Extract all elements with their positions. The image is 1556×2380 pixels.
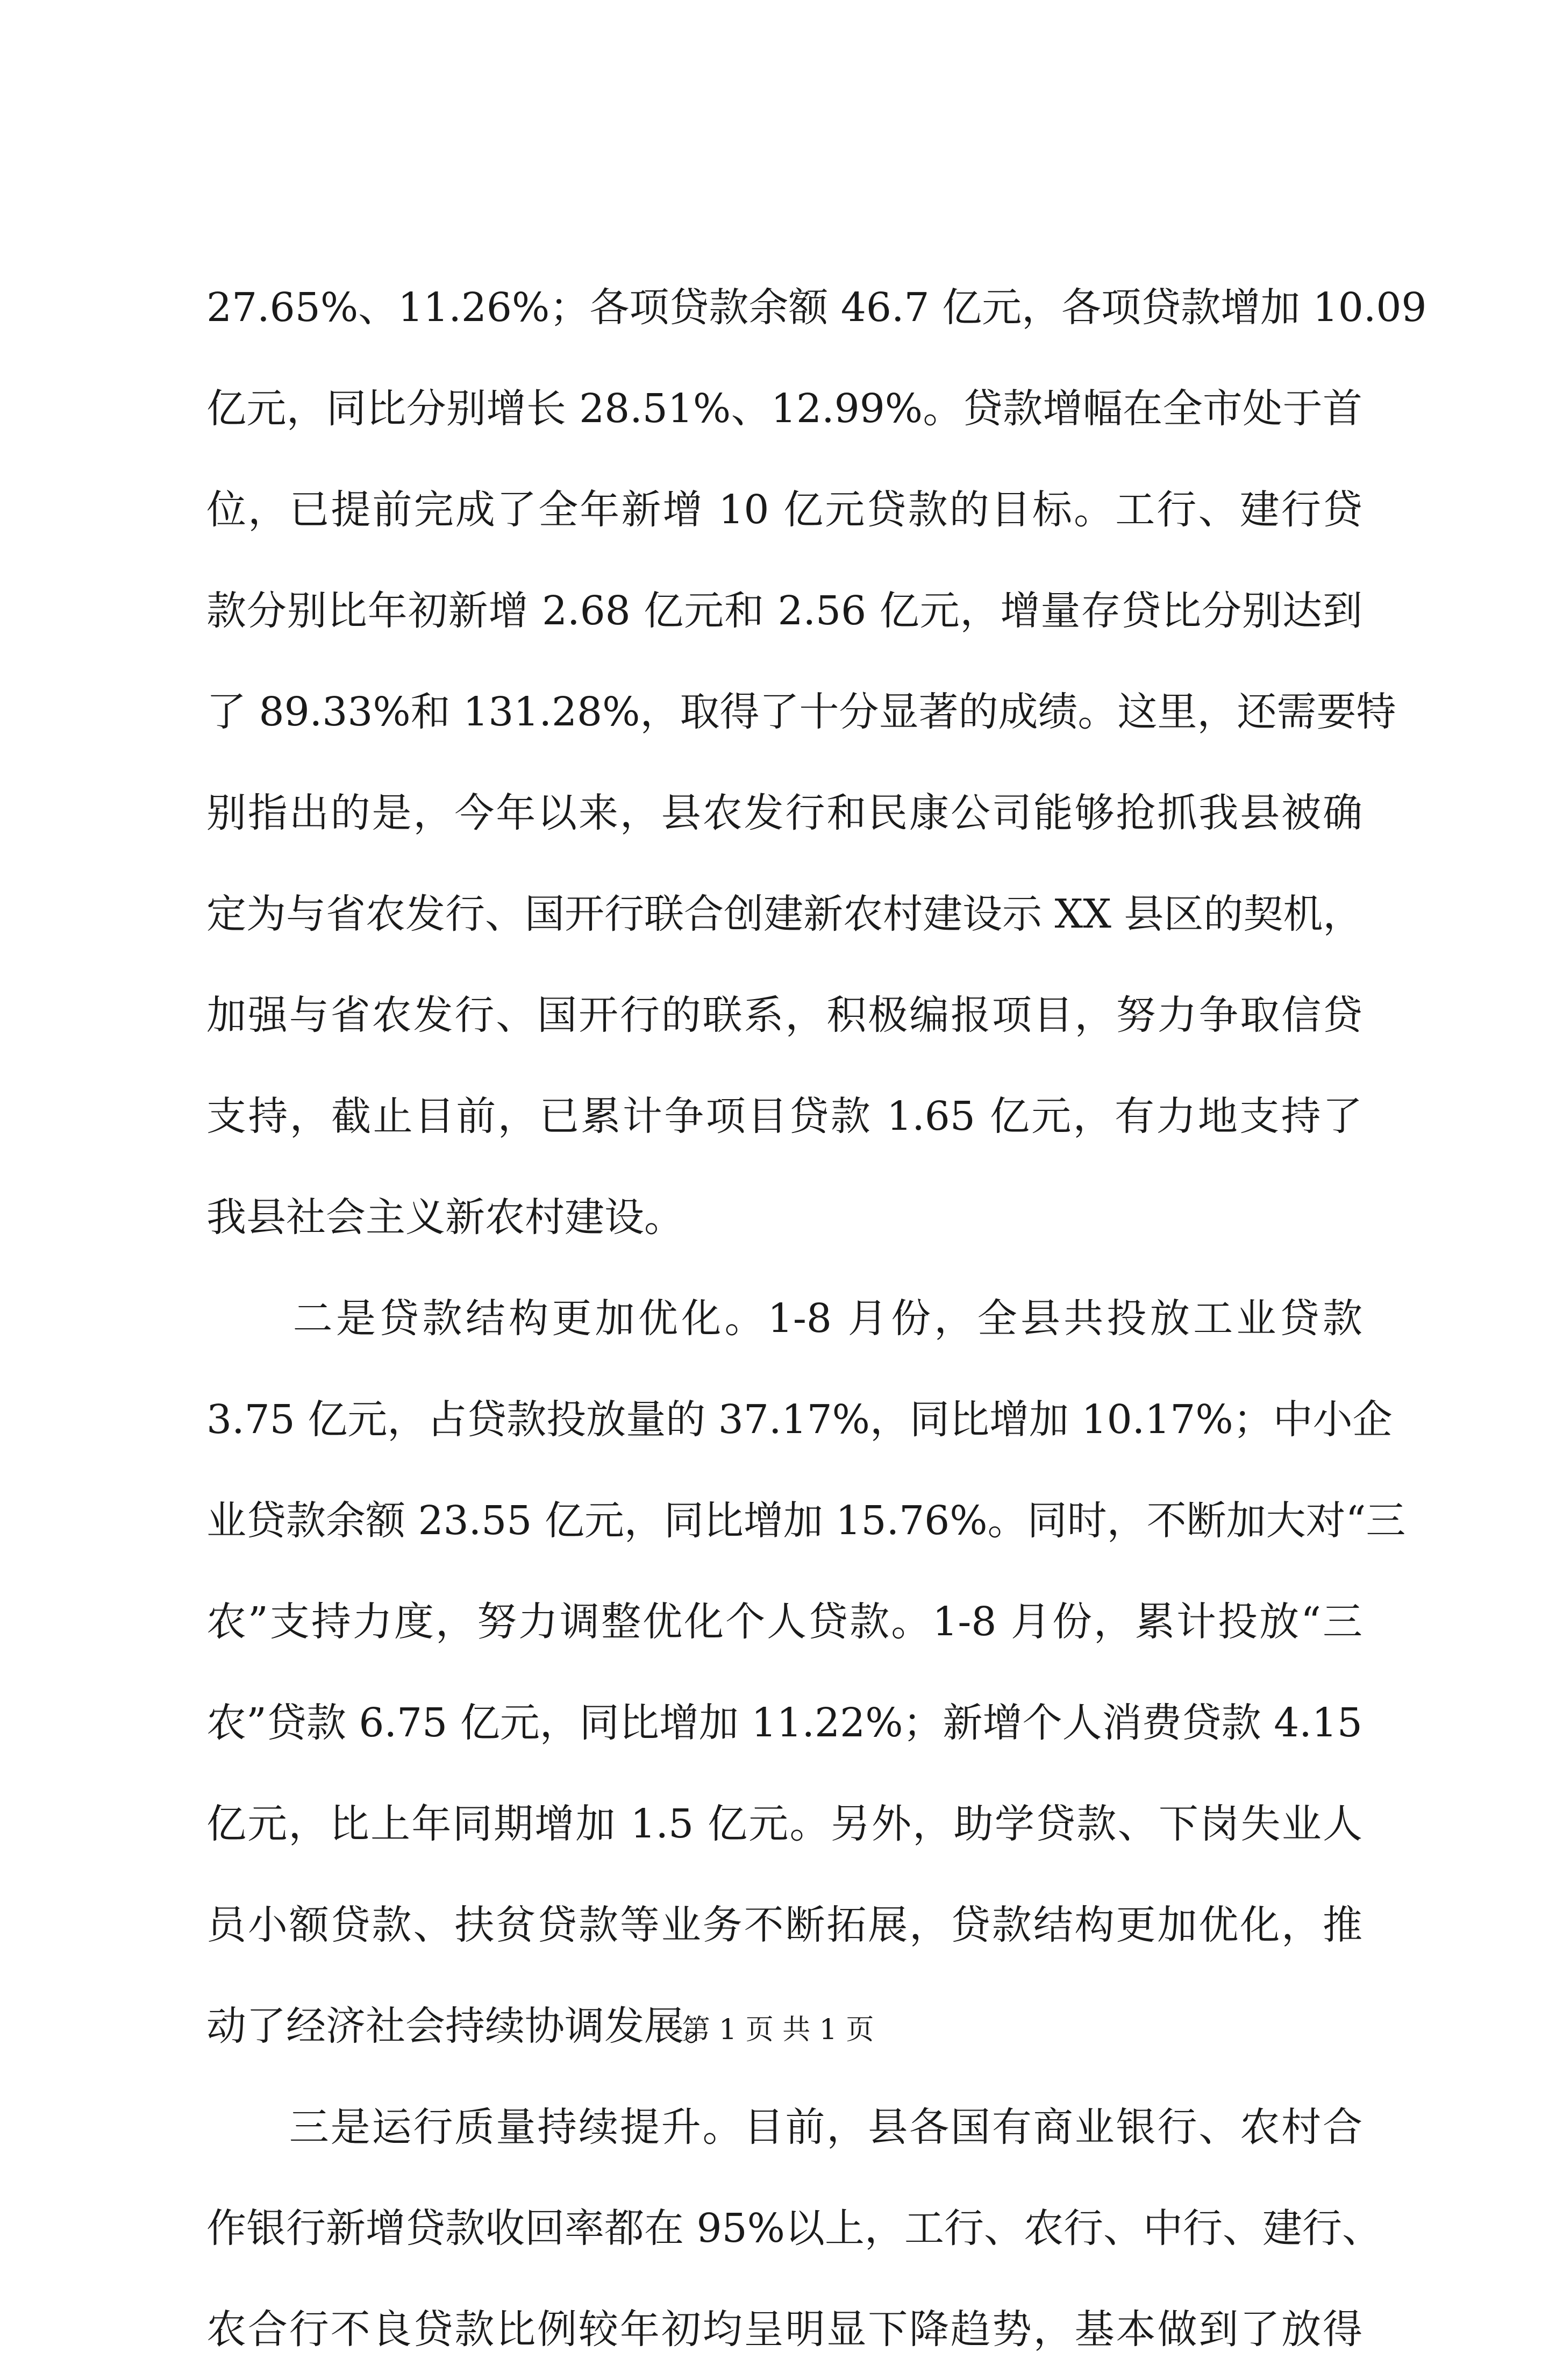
text-line: 我县社会主义新农村建设。: [206, 1194, 684, 1241]
text-line: 27.65%、11.26%；各项贷款余额 46.7 亿元，各项贷款增加 10.09: [206, 284, 1427, 331]
text-line: 3.75 亿元，占贷款投放量的 37.17%，同比增加 10.17%；中小企: [206, 1396, 1393, 1443]
text-line: 别指出的是，今年以来，县农发行和民康公司能够抢抓我县被确: [206, 790, 1362, 836]
text-line: 二是贷款结构更加优化。1-8 月份，全县共投放工业贷款: [206, 1295, 1362, 1342]
text-line: 动了经济社会持续协调发展。: [206, 2003, 724, 2049]
text-line: 位，已提前完成了全年新增 10 亿元贷款的目标。工行、建行贷: [206, 487, 1362, 533]
page-number-label: 第 1 页 共 1 页: [682, 2014, 874, 2046]
text-line: 农合行不良贷款比例较年初均呈明显下降趋势，基本做到了放得: [206, 2306, 1362, 2353]
page-footer: [0, 2014, 1556, 2046]
document-body: [206, 257, 1427, 2380]
text-line: 款分别比年初新增 2.68 亿元和 2.56 亿元，增量存贷比分别达到: [206, 588, 1362, 634]
text-line: 三是运行质量持续提升。目前，县各国有商业银行、农村合: [206, 2104, 1362, 2150]
text-line: 加强与省农发行、国开行的联系，积极编报项目，努力争取信贷: [206, 992, 1362, 1038]
text-line: 定为与省农发行、国开行联合创建新农村建设示 XX 县区的契机，: [206, 891, 1363, 937]
text-line: 亿元，比上年同期增加 1.5 亿元。另外，助学贷款、下岗失业人: [206, 1801, 1362, 1847]
text-line: 业贷款余额 23.55 亿元，同比增加 15.76%。同时，不断加大对“三: [206, 1498, 1406, 1544]
text-line: 员小额贷款、扶贫贷款等业务不断拓展，贷款结构更加优化，推: [206, 1902, 1362, 1948]
text-line: 亿元，同比分别增长 28.51%、12.99%。贷款增幅在全市处于首: [206, 386, 1362, 432]
text-line: 农”贷款 6.75 亿元，同比增加 11.22%；新增个人消费贷款 4.15: [206, 1700, 1362, 1746]
text-line: 了 89.33%和 131.28%，取得了十分显著的成绩。这里，还需要特: [206, 689, 1396, 735]
text-line: 农”支持力度，努力调整优化个人贷款。1-8 月份，累计投放“三: [206, 1599, 1362, 1645]
text-line: 作银行新增贷款收回率都在 95%以上，工行、农行、中行、建行、: [206, 2205, 1382, 2251]
text-line: 支持，截止目前，已累计争项目贷款 1.65 亿元，有力地支持了: [206, 1093, 1362, 1139]
